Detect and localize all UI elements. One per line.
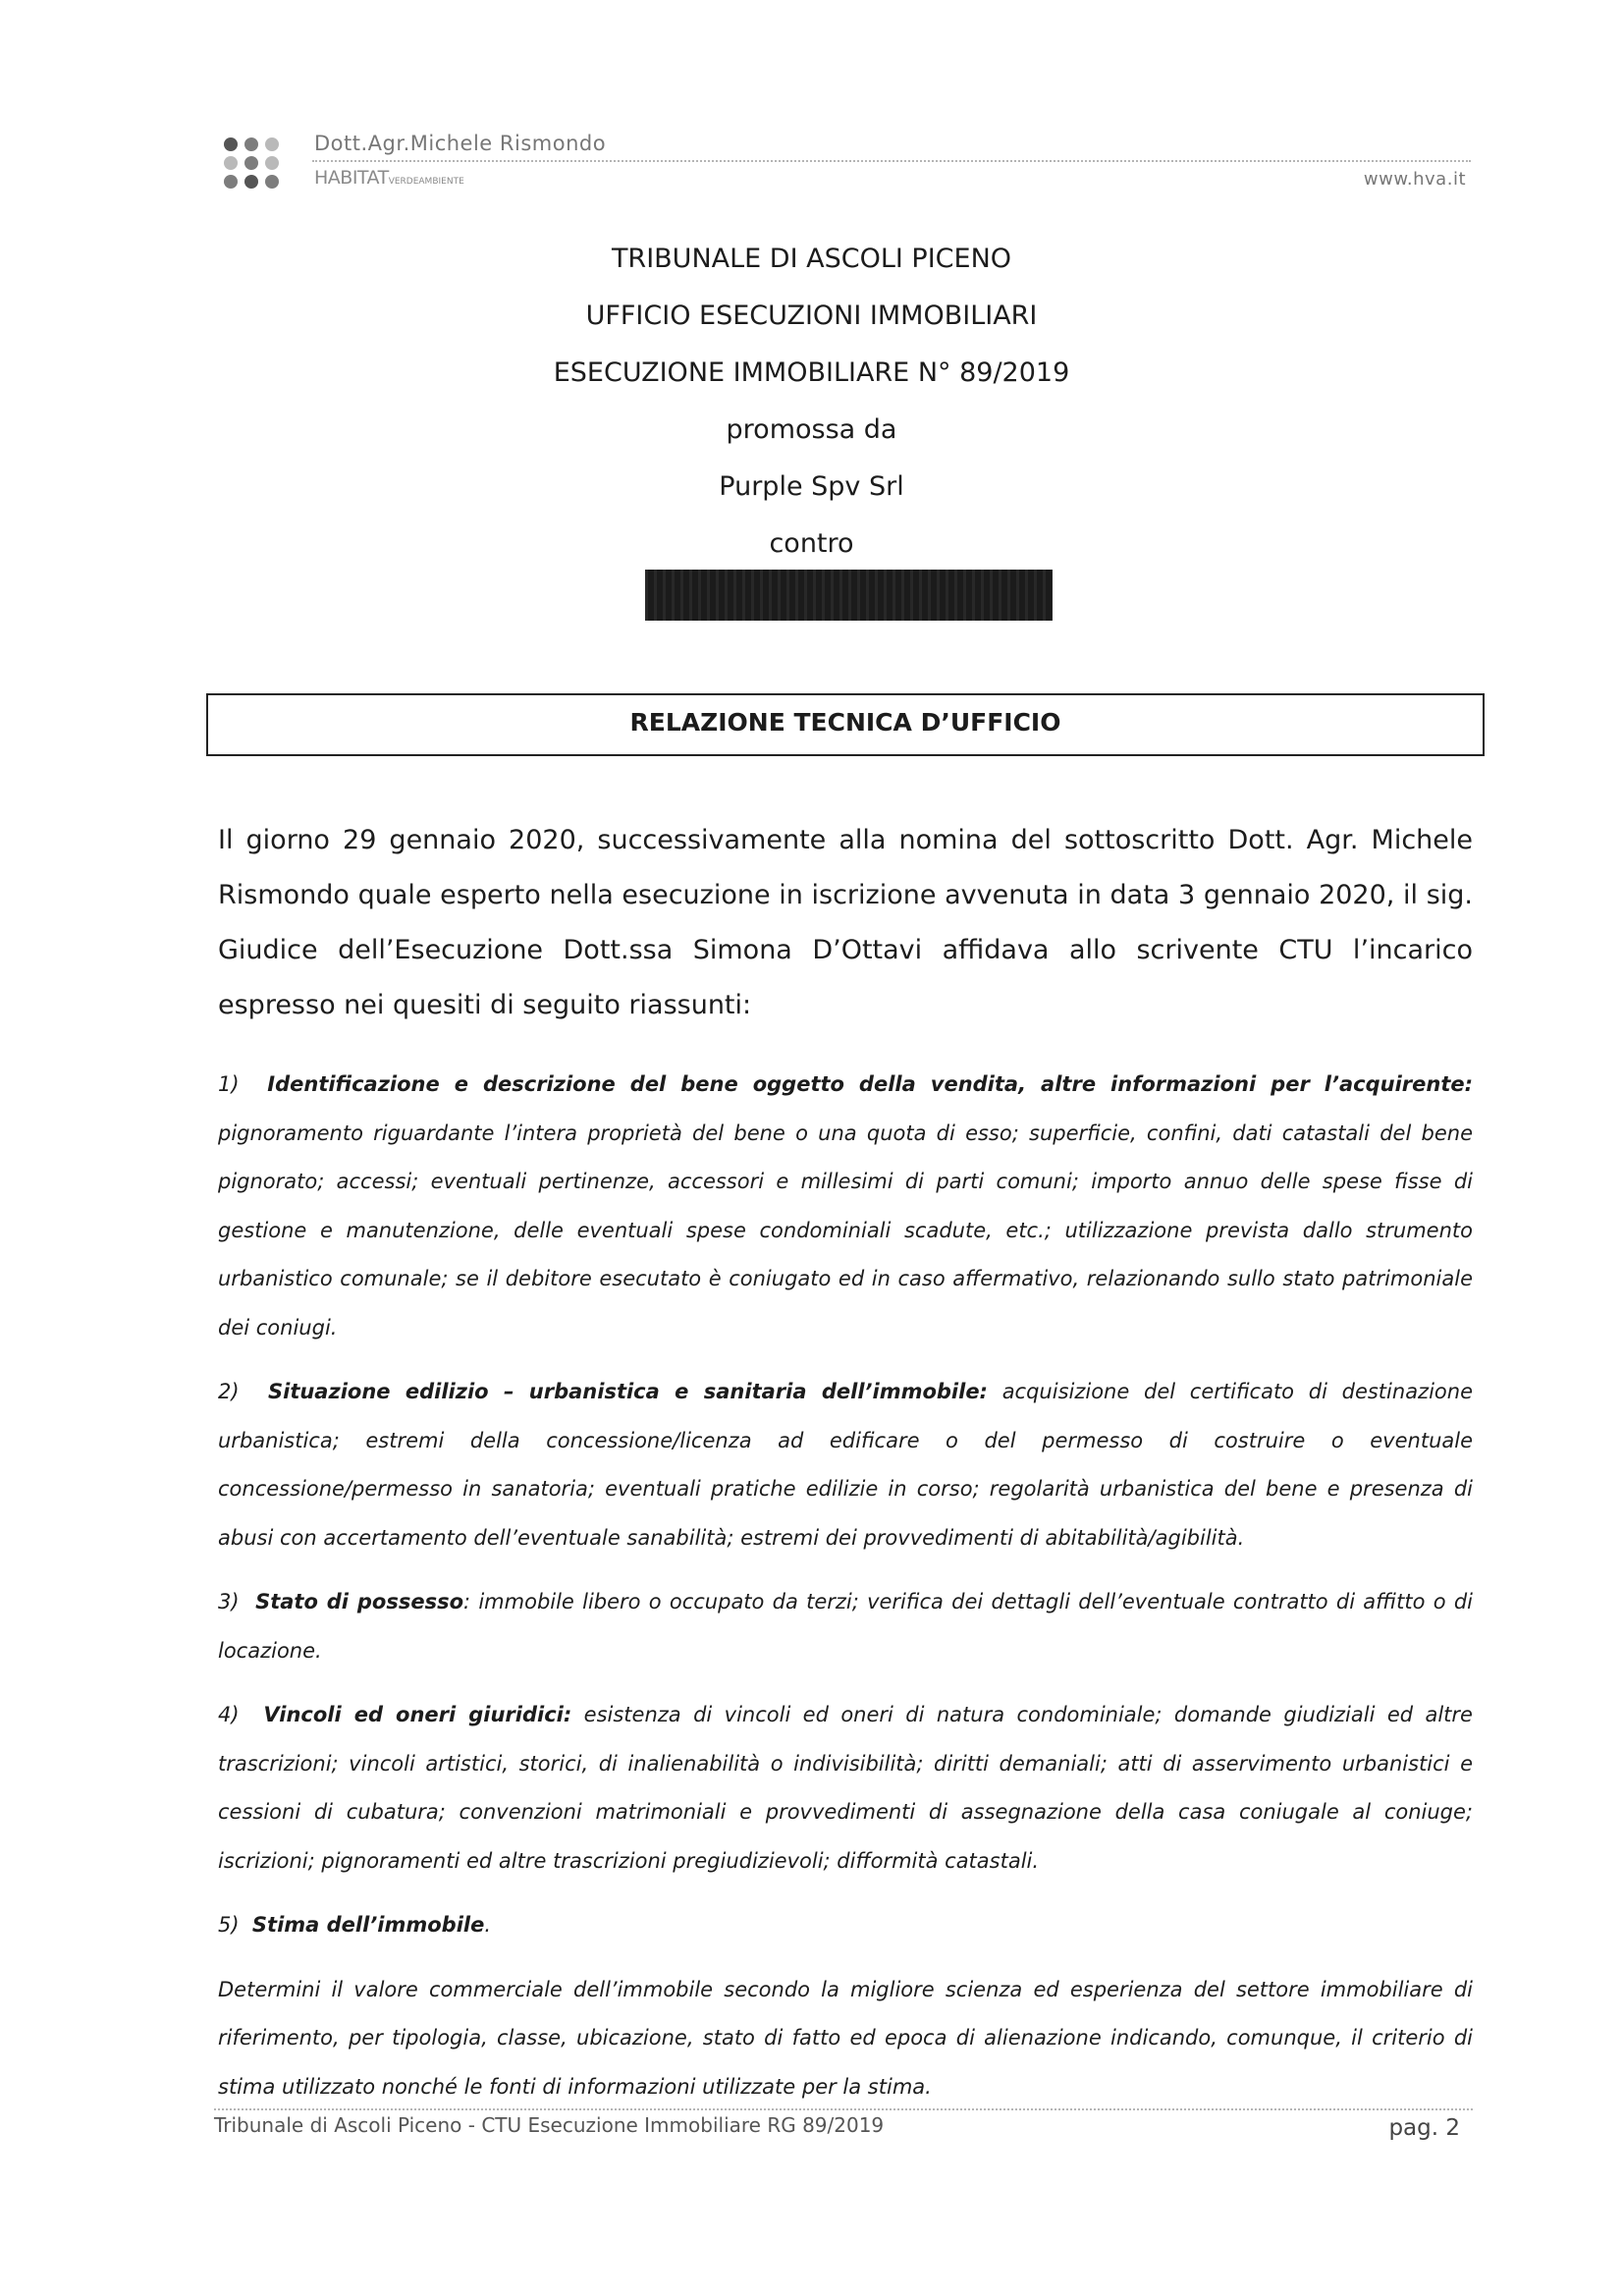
list-item: 4) Vincoli ed oneri giuridici: esistenza di vincoli ed oneri di natura condominiale; domande giudiziali ed altre trascrizioni; vincoli artistici, storici, di inalienabilità o indivisibilità; diritti demaniali; atti di asservimento urbanistici e cessioni di cubatura; convenzioni matrimoniali e provvedimenti di assegnazione della casa coniugale al coniuge; iscrizioni; pignoramenti ed altre trascrizioni pregiudizievoli; difformità catastali. bbox=[218, 1703, 1473, 1873]
case-number: ESECUZIONE IMMOBILIARE N° 89/2019 bbox=[553, 357, 1070, 388]
promoted-by-label: promossa da bbox=[726, 414, 897, 445]
court-name: TRIBUNALE DI ASCOLI PICENO bbox=[611, 244, 1012, 274]
footer-case-ref: Tribunale di Ascoli Piceno - CTU Esecuzione Immobiliare RG 89/2019 bbox=[214, 2113, 885, 2137]
creditor-name: Purple Spv Srl bbox=[719, 471, 904, 502]
question-list bbox=[218, 1061, 1473, 2127]
page-number: pag. 2 bbox=[1388, 2115, 1460, 2141]
against-label: contro bbox=[769, 528, 854, 559]
list-item: 1) Identificazione e descrizione del bene oggetto della vendita, altre informazioni per l’acquirente: pignoramento riguardante l’intera proprietà del bene o una quota di esso; superficie, confini, dati catastali del bene pignorato; accessi; eventuali pertinenze, accessori e millesimi di parti comuni; importo annuo delle spese fisse di gestione e manutenzione, delle eventuali spese condominiali scadute, etc.; utilizzazione prevista dallo strumento urbanistico comunale; se il debitore esecutato è coniugato ed in caso affermativo, relazionando sullo stato patrimoniale dei coniugi. bbox=[218, 1072, 1473, 1339]
section-heading-box bbox=[206, 693, 1485, 756]
title-block bbox=[0, 231, 1623, 573]
header-brand: HABITATVERDEAMBIENTE bbox=[314, 167, 464, 189]
logo-icon bbox=[224, 137, 281, 189]
list-item: 2) Situazione edilizio – urbanistica e sanitaria dell’immobile: acquisizione del certificato di destinazione urbanistica; estremi della concessione/licenza ad edificare o del permesso di costruire o eventuale concessione/permesso in sanatoria; eventuali pratiche edilizie in corso; regolarità urbanistica del bene e presenza di abusi con accertamento dell’eventuale sanabilità; estremi dei provvedimenti di abitabilità/agibilità. bbox=[218, 1380, 1473, 1550]
office-name: UFFICIO ESECUZIONI IMMOBILIARI bbox=[585, 301, 1038, 331]
footer-divider bbox=[214, 2108, 1473, 2110]
header-author: Dott.Agr.Michele Rismondo bbox=[314, 132, 607, 155]
intro-paragraph: Il giorno 29 gennaio 2020, successivamente alla nomina del sottoscritto Dott. Agr. Michele Rismondo quale esperto nella esecuzione in iscrizione avvenuta in data 3 gennaio 2020, il sig. Giudice dell’Esecuzione Dott.ssa Simona D’Ottavi affidava allo scrivente CTU l’incarico espresso nei quesiti di seguito riassunti: bbox=[218, 825, 1473, 1020]
section-heading: RELAZIONE TECNICA D’UFFICIO bbox=[629, 708, 1061, 737]
header-divider bbox=[312, 160, 1471, 162]
list-item: 5) Stima dell’immobile. bbox=[218, 1913, 492, 1937]
header-website: www.hva.it bbox=[1363, 169, 1466, 190]
redacted-debtor-name bbox=[645, 570, 1053, 621]
list-item: 3) Stato di possesso: immobile libero o occupato da terzi; verifica dei dettagli dell’eventuale contratto di affitto o di locazione. bbox=[218, 1590, 1473, 1663]
closing-paragraph: Determini il valore commerciale dell’immobile secondo la migliore scienza ed esperienza del settore immobiliare di riferimento, per tipologia, classe, ubicazione, stato di fatto ed epoca di alienazione indicando, comunque, il criterio di stima utilizzato nonché le fonti di informazioni utilizzate per la stima. bbox=[218, 1977, 1473, 2099]
